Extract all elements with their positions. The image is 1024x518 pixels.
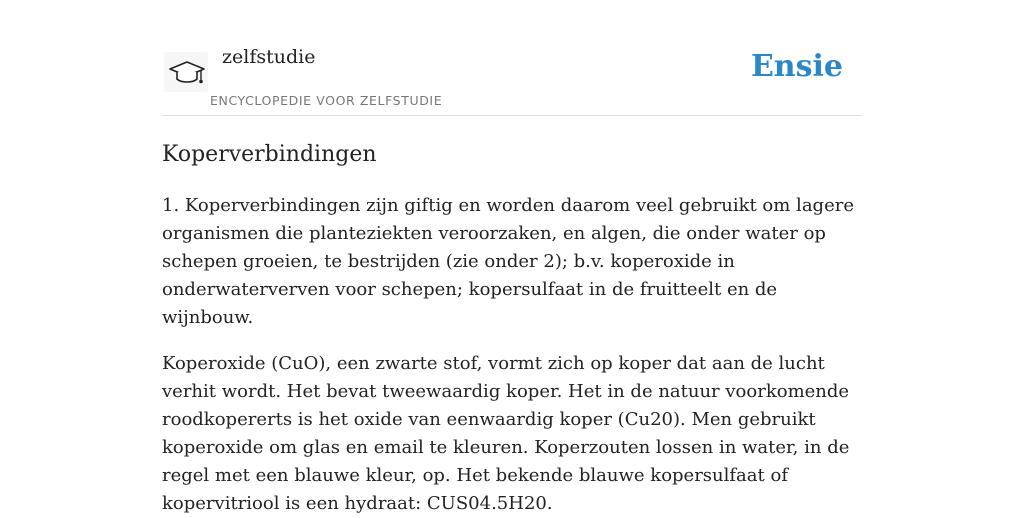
- page-title: Koperverbindingen: [162, 142, 377, 167]
- brand-logo[interactable]: Ensie: [750, 49, 843, 84]
- page: [162, 0, 862, 518]
- graduation-cap-icon: [168, 58, 206, 88]
- article-paragraph-1: 1. Koperverbindingen zijn giftig en worden daarom veel gebruikt om lagere organismen die planteziekten veroorzaken, en algen, die onder water op schepen groeien, te bestrijden (zie onder 2); b.v. koperoxide in onderwaterverven voor schepen; kopersulfaat in de fruitteelt en de wijnbouw.: [162, 195, 854, 328]
- site-header: [162, 0, 862, 116]
- site-tagline: ENCYCLOPEDIE VOOR ZELFSTUDIE: [210, 93, 443, 108]
- site-name[interactable]: zelfstudie: [222, 46, 316, 68]
- article-paragraph-2: Koperoxide (CuO), een zwarte stof, vormt zich op koper dat aan de lucht verhit wordt. Het bevat tweewaardig koper. Het in de natuur voorkomende roodkopererts is het oxide van eenwaardig koper (Cu20). Men gebruikt koperoxide om glas en email te kleuren. Koperzouten lossen in water, in de regel met een blauwe kleur, op. Het bekende blauwe kopersulfaat of kopervitriool is een hydraat: CUS04.5H20.: [162, 353, 850, 514]
- site-logo[interactable]: [164, 52, 208, 92]
